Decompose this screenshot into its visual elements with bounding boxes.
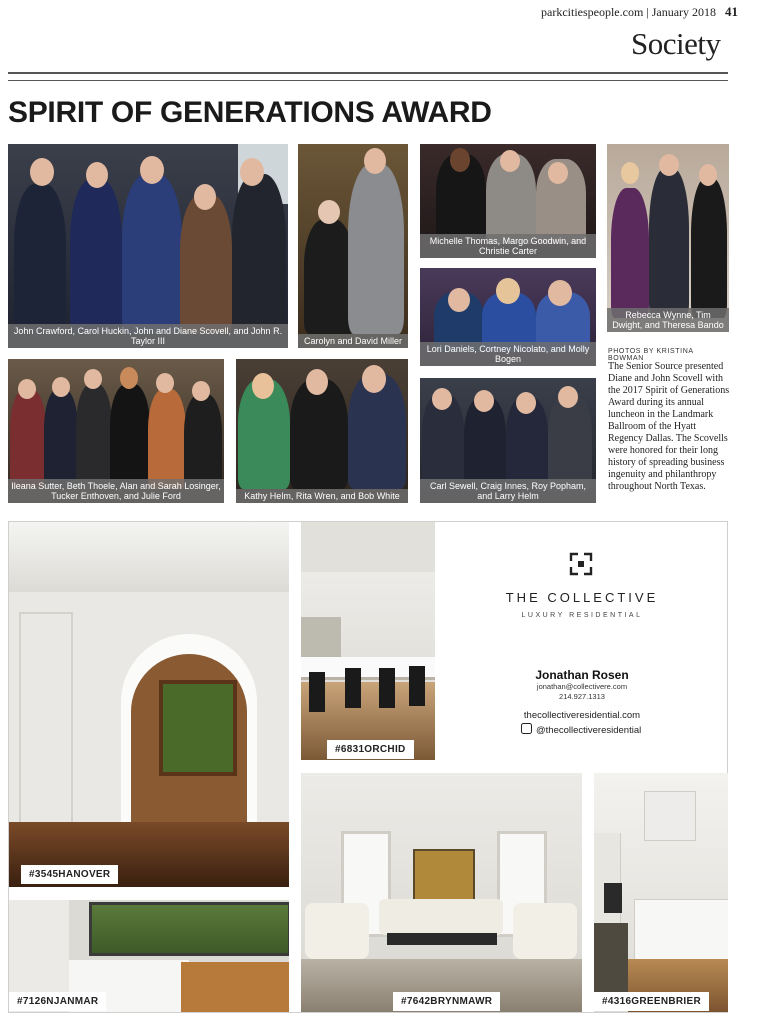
caption-photo-6: Ileana Sutter, Beth Thoele, Alan and Sarah Losinger, Tucker Enthoven, and Julie Ford [8,479,224,503]
brand-name: THE COLLECTIVE [505,590,659,605]
caption-photo-3: Michelle Thomas, Margo Goodwin, and Christie Carter [420,234,596,258]
listing-tag-greenbrier: #4316GREENBRIER [594,992,709,1011]
header-date: January 2018 [651,5,717,19]
website-link[interactable]: thecollectiveresidential.com [523,710,641,721]
photo-helm-group [236,359,408,503]
page-number: 41 [725,4,739,19]
section-title: Society [631,26,721,61]
header-rule [8,72,728,74]
header-url: parkcitiespeople.com [541,5,644,19]
listing-tag-hanover: #3545HANOVER [21,865,118,884]
instagram-icon [521,723,532,734]
agent-name: Jonathan Rosen [535,668,629,682]
caption-photo-4: Rebecca Wynne, Tim Dwight, and Theresa Bando [607,308,729,332]
caption-photo-7: Kathy Helm, Rita Wren, and Bob White [236,489,408,503]
story-text: The Senior Source presented Diane and John Scovell with the 2017 Spirit of Generations Award during its annual luncheon in the Landmark Ballroom of the Hyatt Regency Dallas. The Scovells were honored for their long history of spreading business ingenuity and philanthropy throughout North Texas. [608,361,730,492]
agent-phone: 214.927.1313 [559,692,605,701]
listing-tag-janmar: #7126NJANMAR [9,992,106,1011]
photo-crawford-group [8,144,288,348]
instagram-handle: @thecollectiveresidential [536,725,642,736]
listing-photo-greenbrier [594,773,728,1012]
photo-credit: PHOTOS BY KRISTINA BOWMAN [608,348,694,362]
brand-subtitle: LUXURY RESIDENTIAL [521,612,643,619]
caption-photo-1: John Crawford, Carol Huckin, John and Diane Scovell, and John R. Taylor III [8,324,288,348]
listing-tag-brynmawr: #7642BRYNMAWR [393,992,500,1011]
listing-photo-hanover [9,522,289,887]
collective-logo-icon [569,552,593,576]
photo-sutter-group [8,359,224,503]
instagram-link[interactable] [521,722,641,736]
caption-photo-2: Carolyn and David Miller [298,334,408,348]
photo-wynne-group [607,144,729,332]
agent-email: jonathan@collectivere.com [536,682,628,691]
photo-sewell-group [420,378,596,503]
listing-tag-orchid: #6831ORCHID [327,740,414,759]
caption-photo-8: Carl Sewell, Craig Innes, Roy Popham, and Larry Helm [420,479,596,503]
photo-thomas-group [420,144,596,258]
headline: SPIRIT OF GENERATIONS AWARD [8,96,492,129]
header-rule-thin [8,80,728,81]
listing-photo-orchid [301,522,435,760]
brand-panel [437,522,727,770]
listing-photo-brynmawr [301,773,582,1012]
photo-miller [298,144,408,348]
photo-daniels-group [420,268,596,366]
listing-photo-janmar [9,900,289,1012]
caption-photo-5: Lori Daniels, Cortney Nicolato, and Molly Bogen [420,342,596,366]
page-header-meta: parkcitiespeople.com | January 2018 41 [541,4,739,19]
